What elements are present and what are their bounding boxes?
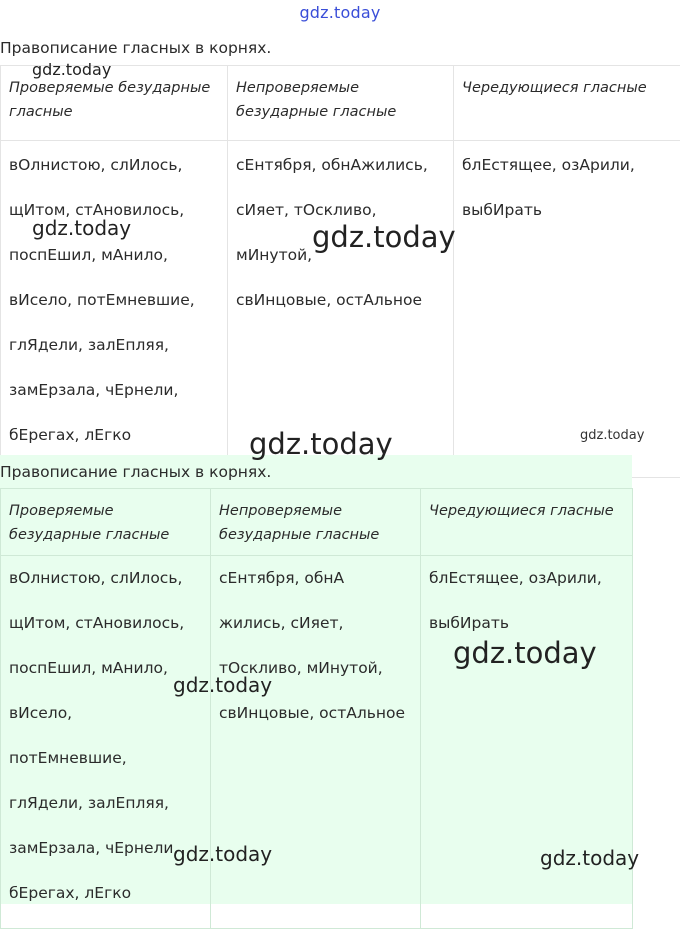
word-line: сЕнтября, обнА (219, 568, 412, 588)
spelling-table-1 (0, 65, 680, 478)
column-cell-alternating (421, 556, 633, 929)
column-header-alternating: Чередующиеся гласные (421, 489, 633, 556)
watermark: gdz.today (312, 220, 456, 254)
table-row (1, 556, 633, 929)
column-header-checkable: Проверяемые безударные гласные (1, 66, 228, 141)
word-line: бЕрегах, лЕгко (9, 425, 219, 445)
word-line: вОлнистою, слИлось, (9, 568, 202, 588)
word-line: сЕнтября, обнАжились, (236, 155, 445, 175)
word-line: вИсело, (9, 703, 202, 723)
word-line: бЕрегах, лЕгко (9, 883, 202, 903)
word-line: свИнцовые, остАльное (236, 290, 445, 310)
word-line: вИсело, потЕмневшие, (9, 290, 219, 310)
table-header-row (1, 489, 633, 556)
word-line: жились, сИяет, (219, 613, 412, 633)
word-line: выбИрать (429, 613, 624, 633)
column-cell-checkable (1, 556, 211, 929)
column-cell-alternating (454, 141, 680, 478)
word-line: глЯдели, залЕпляя, (9, 793, 202, 813)
word-line: блЕстящее, озАрили, (462, 155, 672, 175)
section-title-2: Правописание гласных в корнях. (0, 462, 271, 482)
column-header-uncheckable: Непроверяемые безударные гласные (211, 489, 421, 556)
watermark: gdz.today (580, 428, 644, 443)
word-line: щИтом, стАновилось, (9, 200, 219, 220)
word-line: щИтом, стАновилось, (9, 613, 202, 633)
header-watermark: gdz.today (0, 3, 680, 22)
word-line: тОскливо, мИнутой, (219, 658, 412, 678)
column-header-checkable: Проверяемые безударные гласные (1, 489, 211, 556)
watermark: gdz.today (173, 842, 272, 866)
watermark: gdz.today (540, 846, 639, 870)
watermark: gdz.today (173, 673, 272, 697)
word-line: вОлнистою, слИлось, (9, 155, 219, 175)
column-cell-checkable (1, 141, 228, 478)
column-header-uncheckable: Непроверяемые безударные гласные (228, 66, 454, 141)
spelling-table-2 (0, 488, 633, 929)
watermark: gdz.today (32, 216, 131, 240)
word-line: замЕрзала, чЕрнели, (9, 838, 202, 858)
column-cell-uncheckable (211, 556, 421, 929)
watermark: gdz.today (453, 636, 597, 670)
word-line: сИяет, тОскливо, (236, 200, 445, 220)
word-line: замЕрзала, чЕрнели, (9, 380, 219, 400)
word-line: мИнутой, (236, 245, 445, 265)
section-title-1: Правописание гласных в корнях. (0, 38, 271, 58)
word-line: глЯдели, залЕпляя, (9, 335, 219, 355)
word-line: блЕстящее, озАрили, (429, 568, 624, 588)
word-line: выбИрать (462, 200, 672, 220)
column-header-alternating: Чередующиеся гласные (454, 66, 680, 141)
word-line: поспЕшил, мАнило, (9, 245, 219, 265)
word-line: свИнцовые, остАльное (219, 703, 412, 723)
watermark: gdz.today (249, 427, 393, 461)
word-line: потЕмневшие, (9, 748, 202, 768)
word-line: поспЕшил, мАнило, (9, 658, 202, 678)
watermark: gdz.today (32, 60, 111, 79)
